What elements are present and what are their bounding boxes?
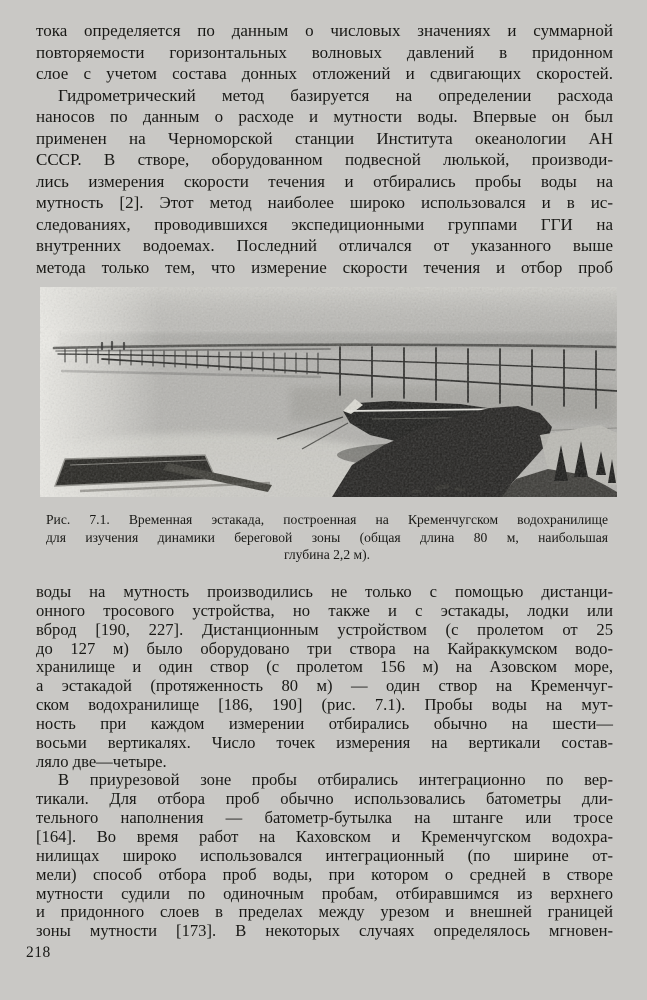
text-line: слое с учетом состава донных отложений и сдвигающих скоростей.: [36, 64, 613, 83]
text-line: тикали. Для отбора проб обычно использовались батометры дли-: [36, 789, 613, 809]
text-line: ляло две—четыре.: [36, 751, 167, 771]
text-line: зоны мутности [173]. В некоторых случаях определялось мгновен-: [36, 921, 613, 941]
figure-photo: [40, 287, 617, 497]
text-line: восьми вертикалях. Число точек измерения на вертикали состав-: [36, 732, 613, 752]
text-line: [164]. Во время работ на Каховском и Кременчугском водохра-: [36, 826, 613, 846]
paragraph: [36, 20, 613, 85]
text-line: повторяемости горизонтальных волновых давлений в придонном: [36, 42, 613, 62]
text-line: вброд [190, 227]. Дистанционным устройством (с пролетом от 25: [36, 619, 613, 639]
text-line: хранилище и один створ (с пролетом 156 м) на Азовском море,: [36, 657, 613, 677]
body-text-bottom: [36, 583, 613, 941]
text-line: для изучения динамики береговой зоны (общая длина 80 м, наибольшая: [46, 529, 608, 545]
text-line: наносов по данным о расходе и мутности воды. Впервые он был: [36, 107, 613, 126]
photo-illustration-svg: [40, 287, 617, 497]
figure-caption: [46, 511, 608, 564]
paragraph: [36, 85, 613, 279]
paragraph: [36, 771, 613, 941]
text-line: мутности судили по одиночным пробам, отбиравшимся из верхнего: [36, 883, 613, 903]
text-line: и придонного слоев в пределах между урезом и внешней границей: [36, 902, 613, 922]
text-line: до 127 м) было оборудовано три створа на Кайраккумском водо-: [36, 638, 613, 658]
text-line: нилищах широко использовался интеграционный (по ширине от-: [36, 845, 613, 865]
text-line: метода только тем, что измерение скорости течения и отбор проб: [36, 257, 613, 277]
text-line: тока определяется по данным о числовых значениях и суммарной: [36, 21, 613, 40]
text-line: онного тросового устройства, но также и с эстакады, лодки или: [36, 600, 613, 620]
text-line: мутность [2]. Этот метод наиболее широко использовался и в ис-: [36, 193, 613, 212]
text-line: тельного наполнения — батометр-бутылка на штанге или тросе: [36, 808, 613, 828]
text-line: следованиях, проводившихся экспедиционными группами ГГИ на: [36, 214, 613, 234]
body-text-top: [36, 20, 613, 278]
text-line: ность при каждом измерении отбирались обычно на шести—: [36, 713, 613, 733]
text-line: глубина 2,2 м).: [283, 547, 371, 563]
text-line: ском водохранилище [186, 190] (рис. 7.1). Пробы воды на мут-: [36, 695, 613, 715]
text-line: СССР. В створе, оборудованном подвесной люлькой, производи-: [36, 150, 613, 169]
text-line: воды на мутность производились не только с помощью дистанци-: [36, 582, 613, 601]
text-line: внутренних водоемах. Последний отличался от указанного выше: [36, 236, 613, 255]
text-line: Гидрометрический метод базируется на определении расхода: [58, 85, 613, 105]
paragraph: [36, 583, 613, 771]
text-line: применен на Черноморской станции Института океанологии АН: [36, 128, 613, 148]
paragraph: [46, 511, 608, 564]
text-line: а эстакадой (протяженность 80 м) — один створ на Кременчуг-: [36, 676, 613, 696]
page-number: 218: [26, 944, 51, 961]
text-line: мели) способ отбора проб воды, при котором о средней в створе: [36, 864, 613, 884]
text-line: Рис. 7.1. Временная эстакада, построенная на Кременчугском водохранилище: [46, 512, 608, 527]
text-line: В приурезовой зоне пробы отбирались интеграционно по вер-: [58, 770, 613, 790]
text-line: лись измерения скорости течения и отбирались пробы воды на: [36, 171, 613, 191]
photo-grain-texture: [40, 287, 617, 497]
